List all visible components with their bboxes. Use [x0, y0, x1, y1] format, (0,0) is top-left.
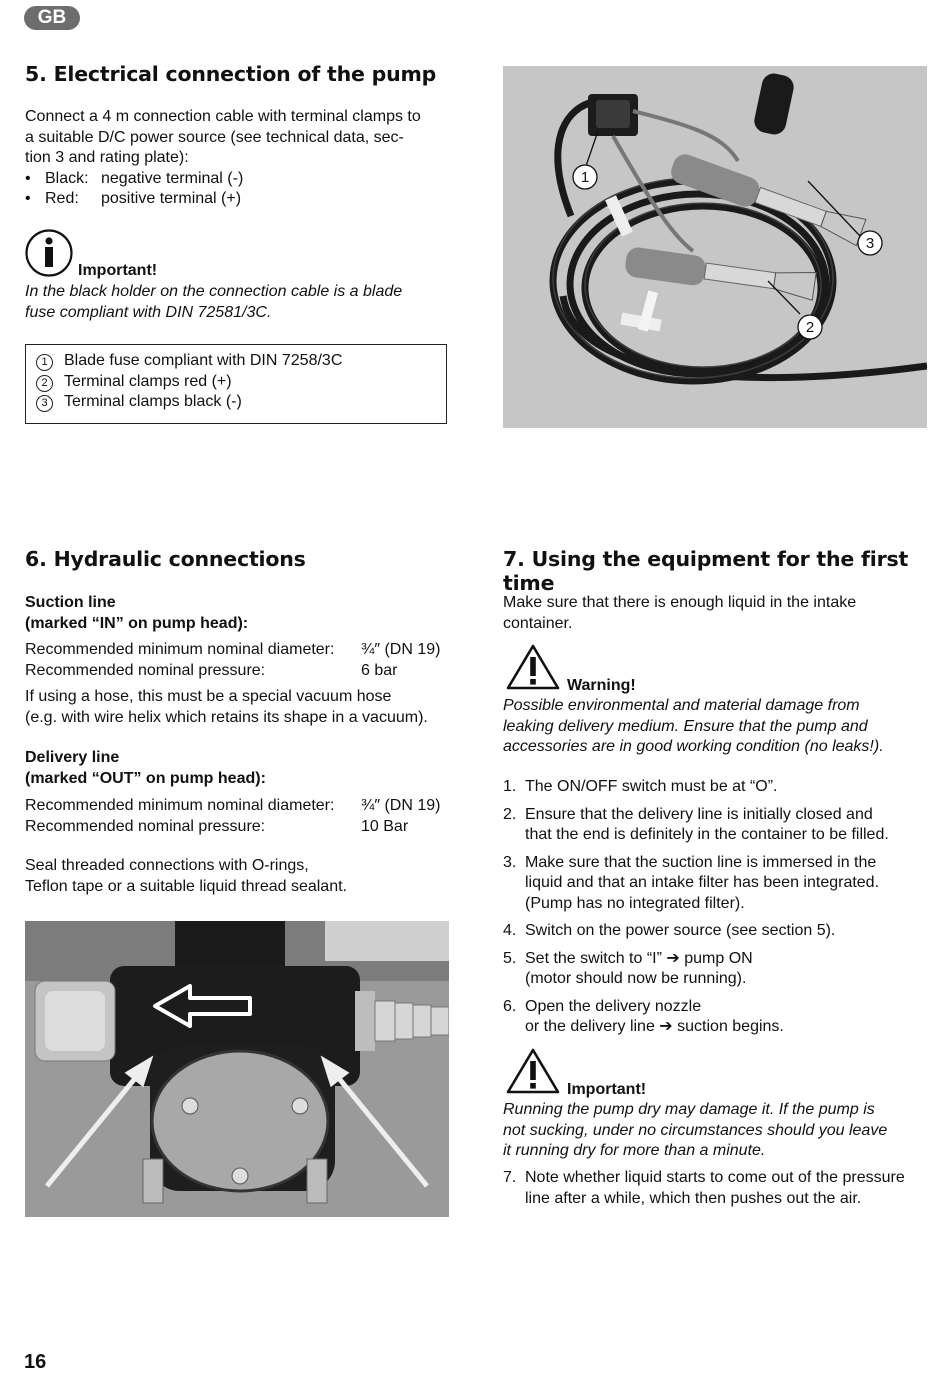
step-line: Open the delivery nozzle — [525, 997, 702, 1015]
page-number: 16 — [24, 1351, 47, 1373]
step-item — [503, 805, 933, 846]
step-item — [503, 997, 933, 1038]
section-5-intro — [25, 107, 465, 210]
step-line: liquid and that an intake filter has been integrated. — [525, 874, 880, 891]
bullet-text: negative terminal (-) — [101, 169, 244, 187]
language-badge: GB — [24, 6, 80, 30]
warning-line: leaking delivery medium. Ensure that the pump and — [503, 717, 868, 735]
step-line: Note whether liquid starts to come out of the pressure — [525, 1169, 905, 1186]
bullet-label: Red: — [45, 190, 79, 207]
suction-heading: Suction line — [25, 594, 116, 611]
warning-title: Warning! — [567, 677, 636, 694]
legend-text: Terminal clamps black (-) — [64, 393, 242, 410]
important-line: fuse compliant with DIN 72581/3C. — [25, 303, 272, 321]
spec-row — [25, 661, 475, 682]
bullet-label: Black: — [45, 169, 89, 187]
step-item — [503, 949, 933, 990]
seal-line: Seal threaded connections with O-rings, — [25, 857, 309, 874]
step-number: 3. — [503, 853, 517, 871]
suction-note: (e.g. with wire helix which retains its shape in a vacuum). — [25, 708, 428, 726]
section-5-title: 5. Electrical connection of the pump — [25, 62, 437, 86]
spec-value: ¾″ (DN 19) — [361, 641, 441, 658]
callout-label: 3 — [865, 235, 875, 252]
step-line: Set the switch to “I” ➔ pump ON — [525, 949, 753, 967]
important-text — [25, 282, 465, 323]
step-number: 6. — [503, 997, 517, 1015]
bullet-dot: • — [25, 169, 31, 187]
bullet-dot: • — [25, 190, 31, 207]
legend-item — [36, 372, 436, 393]
step-line: Make sure that the suction line is immersed in the — [525, 853, 877, 871]
delivery-subheading: (marked “OUT” on pump head): — [25, 769, 266, 787]
suction-note: If using a hose, this must be a special vacuum hose — [25, 688, 392, 705]
seal-line: Teflon tape or a suitable liquid thread sealant. — [25, 877, 347, 895]
important-title: Important! — [78, 262, 158, 279]
intro-line: a suitable D/C power source (see technical data, sec- — [25, 128, 404, 146]
step-number: 1. — [503, 778, 517, 795]
bullet-black — [25, 169, 465, 190]
step-line: or the delivery line ➔ suction begins. — [525, 1018, 784, 1035]
spec-key: Recommended minimum nominal diameter: — [25, 797, 335, 814]
bullet-text: positive terminal (+) — [101, 190, 242, 207]
step-line: that the end is definitely in the container to be filled. — [525, 826, 889, 843]
step-number: 2. — [503, 805, 517, 823]
important-line: In the black holder on the connection cable is a blade — [25, 283, 403, 300]
intro-line: Connect a 4 m connection cable with terminal clamps to — [25, 108, 421, 125]
step-item — [503, 777, 933, 798]
section-6-title: 6. Hydraulic connections — [25, 547, 306, 571]
steps-list — [503, 777, 933, 1045]
seal-note — [25, 856, 475, 897]
legend-item — [36, 392, 436, 413]
intro-line: tion 3 and rating plate): — [25, 149, 189, 166]
spec-value: 6 bar — [361, 661, 398, 679]
spec-key: Recommended nominal pressure: — [25, 817, 266, 835]
warning-icon — [505, 643, 561, 691]
important-title-2: Important! — [567, 1081, 647, 1098]
step-number: 7. — [503, 1169, 517, 1186]
suction-block — [25, 593, 475, 728]
callout-label: 1 — [580, 169, 590, 186]
step-item — [503, 853, 933, 915]
intro-line: Make sure that there is enough liquid in the intake — [503, 594, 857, 611]
section-7-title: 7. Using the equipment for the first time — [503, 547, 909, 595]
step-number: 4. — [503, 922, 517, 939]
step-line: Switch on the power source (see section 5). — [525, 922, 836, 939]
steps-list-2 — [503, 1168, 943, 1216]
spec-key: Recommended minimum nominal diameter: — [25, 641, 335, 658]
warning-text — [503, 696, 933, 758]
step-number: 5. — [503, 949, 517, 967]
legend-text: Terminal clamps red (+) — [64, 372, 232, 390]
spec-row — [25, 817, 475, 838]
spec-row — [25, 796, 475, 817]
suction-subheading: (marked “IN” on pump head): — [25, 614, 249, 632]
legend-text: Blade fuse compliant with DIN 7258/3C — [64, 352, 343, 369]
spec-value: ¾″ (DN 19) — [361, 797, 441, 814]
important-line: Running the pump dry may damage it. If the pump is — [503, 1101, 875, 1118]
step-line: Ensure that the delivery line is initially closed and — [525, 805, 873, 823]
step-line: The ON/OFF switch must be at “O”. — [525, 778, 778, 795]
cable-photo — [503, 66, 927, 428]
legend-number: 2 — [36, 375, 53, 392]
important-line: not sucking, under no circumstances should you leave — [503, 1121, 888, 1139]
step-line: (Pump has no integrated filter). — [525, 894, 745, 912]
pump-photo — [25, 921, 449, 1217]
legend-box — [25, 344, 447, 424]
important-text-2 — [503, 1100, 933, 1162]
spec-key: Recommended nominal pressure: — [25, 661, 266, 679]
warning-line: Possible environmental and material damage from — [503, 697, 860, 714]
step-item — [503, 1168, 943, 1209]
legend-number: 3 — [36, 395, 53, 412]
intro-line: container. — [503, 614, 573, 632]
callout-label: 2 — [805, 319, 815, 336]
warning-icon — [505, 1047, 561, 1095]
step-item — [503, 921, 933, 942]
spec-row — [25, 640, 475, 661]
spec-value: 10 Bar — [361, 817, 409, 835]
bullet-red — [25, 189, 465, 210]
warning-line: accessories are in good working condition (no leaks!). — [503, 738, 884, 755]
important-line: it running dry for more than a minute. — [503, 1142, 766, 1159]
step-line: (motor should now be running). — [525, 970, 747, 987]
legend-number: 1 — [36, 354, 53, 371]
step-line: line after a while, which then pushes out the air. — [525, 1189, 862, 1207]
info-icon — [24, 228, 74, 278]
callout-3 — [858, 231, 882, 255]
delivery-heading: Delivery line — [25, 749, 120, 766]
delivery-block — [25, 748, 475, 837]
legend-item — [36, 351, 436, 372]
section-7-intro — [503, 593, 933, 634]
callout-2 — [798, 315, 822, 339]
callout-1 — [573, 165, 597, 189]
